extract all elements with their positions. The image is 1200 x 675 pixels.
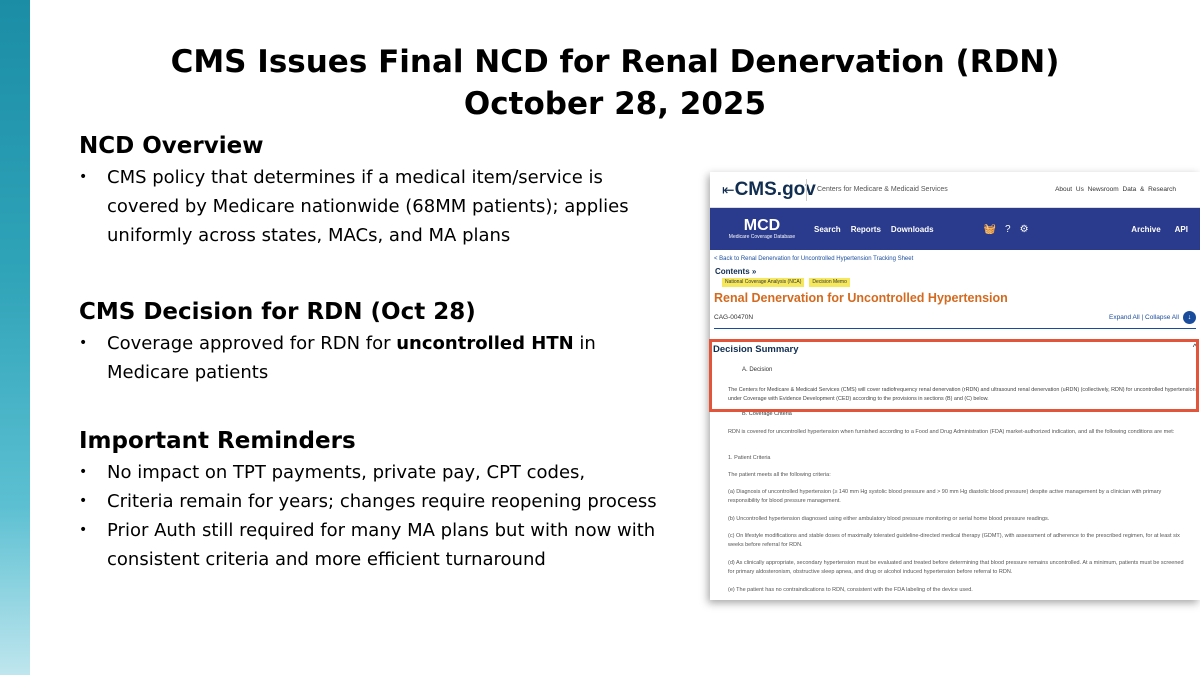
reminders-bullet-3-text: Prior Auth still required for many MA plans but with now with consistent criteria and more efficient turnaround: [107, 520, 656, 570]
reminders-bullet-1: [79, 458, 679, 487]
bullet-dot-icon: •: [79, 493, 88, 509]
bullet-dot-icon: •: [79, 169, 88, 185]
decision-heading: CMS Decision for RDN (Oct 28): [79, 299, 476, 325]
cms-agency-name: Centers for Medicare & Medicaid Services: [806, 179, 1002, 201]
nav-downloads: Downloads: [890, 224, 934, 234]
reminders-bullet-3: [79, 516, 679, 574]
reminders-bullet-1-text: No impact on TPT payments, private pay, CPT codes,: [107, 462, 586, 483]
tag-decision-memo: Decision Memo: [809, 278, 849, 287]
gear-icon: ⚙: [1019, 223, 1029, 235]
slide-title: CMS Issues Final NCD for Renal Denervation (RDN): [170, 44, 1060, 80]
overview-heading: NCD Overview: [79, 133, 264, 159]
cms-logo: ⇤CMS.gov: [722, 178, 816, 200]
expand-collapse-links: Expand All | Collapse All: [1109, 314, 1179, 321]
slide-date: October 28, 2025: [463, 86, 767, 122]
decision-label: A. Decision: [742, 367, 773, 373]
chevron-up-icon: ^: [1192, 342, 1197, 352]
reminders-bullet-2: [79, 487, 679, 516]
criteria-intro: RDN is covered for uncontrolled hypertension when furnished according to a Food and Drug Administration (FDA) market-authorized indication, and all the following conditions are met:: [728, 429, 1175, 435]
criteria-c: (c) On lifestyle modifications and stable doses of maximally tolerated guideline-directed medical therapy (GDMT), with assessment of adherence to the prescribed regimen, for at least six weeks before referral for RDN.: [728, 533, 1180, 548]
bullet-dot-icon: •: [79, 335, 88, 351]
reminders-heading: Important Reminders: [79, 428, 356, 454]
mcd-icon-group: [984, 224, 1029, 235]
doc-title: Renal Denervation for Uncontrolled Hypertension: [714, 291, 1008, 305]
bullet-dot-icon: •: [79, 522, 88, 538]
criteria-a: (a) Diagnosis of uncontrolled hypertension (≥ 140 mm Hg systolic blood pressure and > 90 mm Hg diastolic blood pressure) despite active management by a clinician with primary responsibility for blood pressure management.: [728, 489, 1162, 504]
nav-archive: Archive: [1131, 224, 1161, 234]
tag-row: [710, 276, 1200, 287]
mcd-nav-bar: [710, 208, 1200, 250]
breadcrumb: < Back to Renal Denervation for Uncontrolled Hypertension Tracking Sheet: [714, 256, 914, 262]
patient-meets-text: The patient meets all the following criteria:: [728, 472, 831, 478]
download-icon: ↓: [1183, 311, 1196, 324]
mcd-nav-links: [814, 225, 934, 234]
nav-api: API: [1174, 224, 1188, 234]
bullet-dot-icon: •: [79, 464, 88, 480]
contents-label: Contents »: [715, 267, 757, 276]
decision-bullet: [79, 329, 679, 387]
cms-header: [710, 172, 1200, 208]
back-arrow-icon: ⇤: [722, 181, 735, 199]
help-icon: ?: [1005, 223, 1011, 235]
decision-bullet-pre: Coverage approved for RDN for: [107, 333, 397, 354]
coverage-criteria-label: B. Coverage Criteria: [742, 411, 792, 417]
decision-summary-heading: Decision Summary: [713, 344, 799, 355]
cms-top-links: About Us Newsroom Data & Research: [1055, 186, 1176, 193]
mcd-logo-text: MCD: [743, 217, 781, 234]
decision-bullet-post: in Medicare patients: [107, 333, 596, 383]
decision-text: The Centers for Medicare & Medicaid Services (CMS) will cover radiofrequency renal denervation (rRDN) and ultrasound renal denervation (uRDN) (collectively, RDN) for uncontrolled hypertension under Coverage with Evidence Development (CED) according to the provisions in sections (B) and (C) below.: [728, 387, 1196, 402]
criteria-d: (d) As clinically appropriate, secondary hypertension must be evaluated and treated before determining that blood pressure remains uncontrolled. At a minimum, patients must be screened for primary aldosteronism, obstructive sleep apnea, and drug or alcohol induced hypertension before referral to RDN.: [728, 560, 1184, 575]
basket-icon: 🧺: [983, 223, 997, 235]
mcd-brand: [710, 217, 814, 241]
nav-reports: Reports: [850, 224, 881, 234]
criteria-e: (e) The patient has no contraindications to RDN, consistent with the FDA labeling of the device used.: [728, 587, 973, 593]
mcd-right-links: [1131, 225, 1200, 234]
decision-bullet-bold: uncontrolled HTN: [396, 333, 574, 354]
doc-id-row: [714, 311, 1196, 329]
overview-bullet: [79, 163, 679, 250]
criteria-b: (b) Uncontrolled hypertension diagnosed using either ambulatory blood pressure monitoring or serial home blood pressure readings.: [728, 516, 1050, 522]
decorative-side-band: [0, 0, 30, 675]
mcd-logo-sub: Medicare Coverage Database: [728, 234, 796, 240]
decision-highlight-frame: [709, 339, 1199, 412]
nav-search: Search: [814, 224, 841, 234]
reminders-bullet-2-text: Criteria remain for years; changes require reopening process: [107, 491, 657, 512]
patient-criteria-label: 1. Patient Criteria: [728, 455, 771, 461]
tag-nca: National Coverage Analysis (NCA): [722, 278, 804, 287]
doc-id: CAG-00470N: [714, 314, 754, 321]
overview-bullet-text: CMS policy that determines if a medical item/service is covered by Medicare nationwide (68MM patients); applies uniformly across states, MACs, and MA plans: [107, 167, 629, 246]
